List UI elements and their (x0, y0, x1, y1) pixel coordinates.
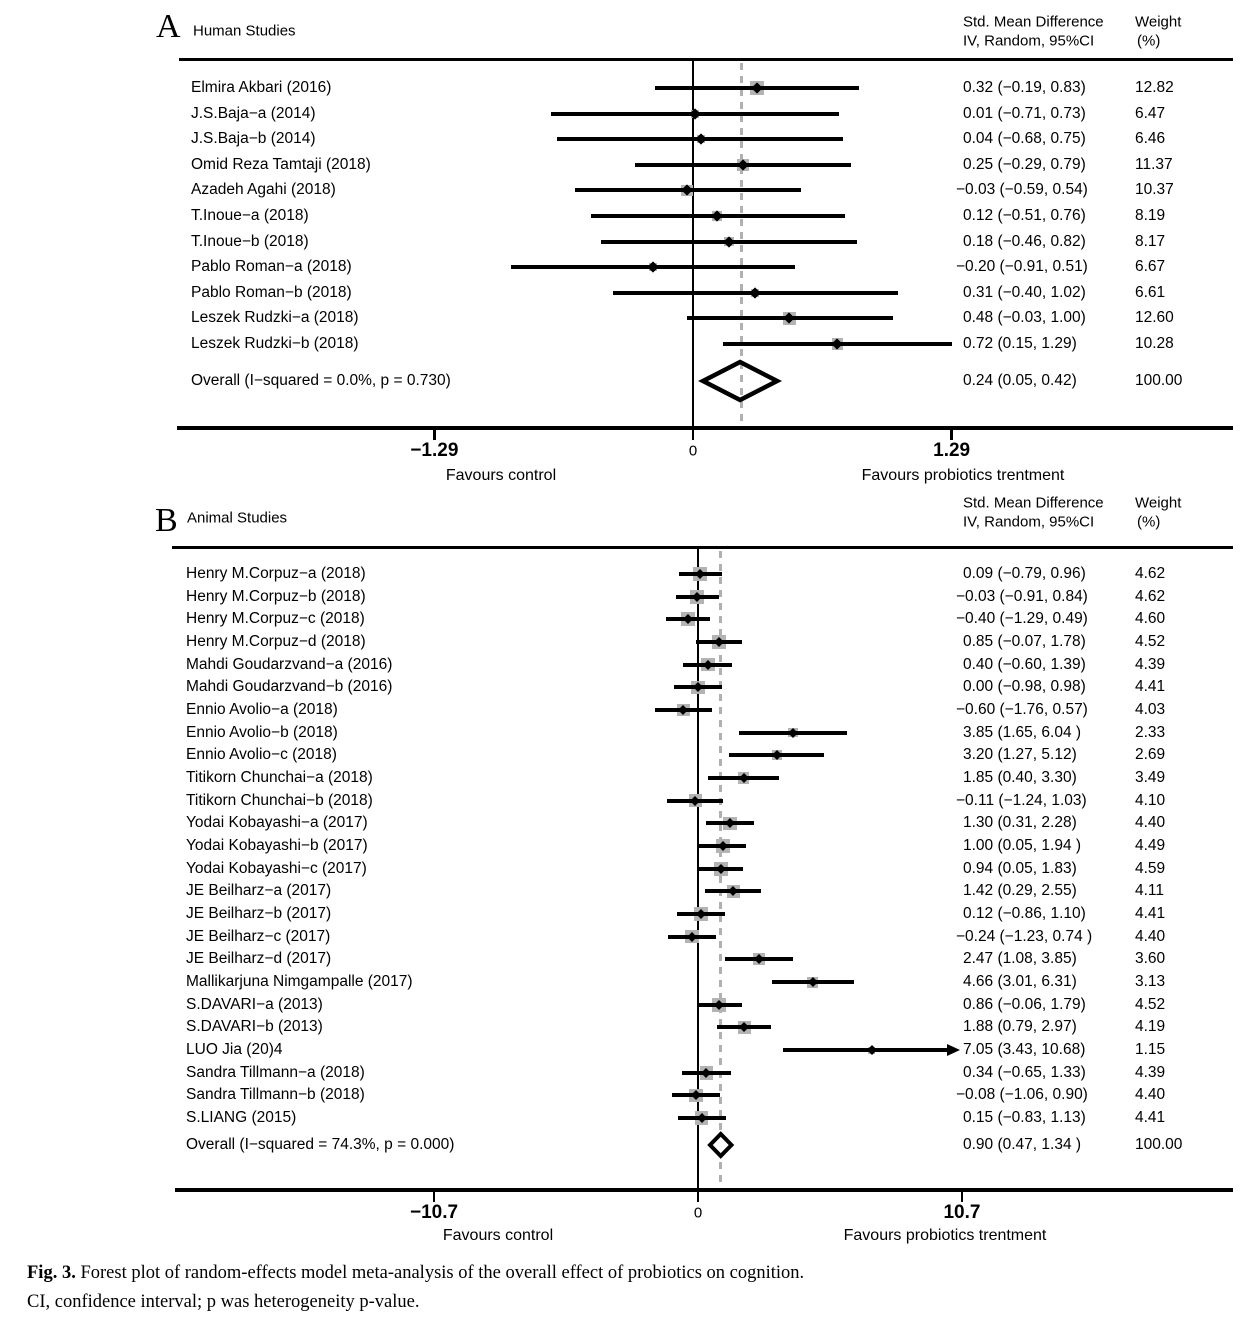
panel-label-B: B (155, 502, 178, 539)
overall-row-label: Overall (I−squared = 0.0%, p = 0.730) (191, 372, 451, 389)
effect-value: 0.09 (−0.79, 0.96) (963, 565, 1086, 582)
ci-clip-arrow-icon (947, 1044, 960, 1056)
study-row-label: S.DAVARI−a (2013) (186, 995, 323, 1013)
favours-left-label: Favours control (445, 467, 557, 484)
weight-value: 10.37 (1135, 181, 1174, 199)
effect-value: 0.25 (−0.29, 0.79) (963, 155, 1086, 173)
axis-tick (692, 428, 695, 440)
overall-diamond (698, 357, 782, 405)
study-row-label: JE Beilharz−c (2017) (186, 927, 331, 945)
overall-diamond (705, 1129, 736, 1161)
col-header-effect-line2: IV, Random, 95%CI (963, 513, 1095, 531)
study-row-label: LUO Jia (20)4 (186, 1041, 283, 1059)
effect-value: −0.20 (−0.91, 0.51) (956, 258, 1088, 276)
study-row-label: Yodai Kobayashi−b (2017) (186, 837, 368, 855)
weight-value: 4.10 (1135, 791, 1166, 809)
weight-value: 4.19 (1135, 1018, 1166, 1036)
weight-value: 4.52 (1135, 633, 1166, 650)
axis-tick (697, 1190, 700, 1202)
study-row-label: J.S.Baja−a (2014) (191, 104, 316, 122)
study-row-label: Yodai Kobayashi−a (2017) (186, 814, 368, 832)
weight-value: 12.82 (1135, 79, 1174, 96)
weight-value: 4.39 (1135, 1063, 1166, 1081)
study-row-label: J.S.Baja−b (2014) (191, 130, 316, 148)
study-row-label: Ennio Avolio−c (2018) (186, 746, 337, 764)
header-rule (179, 58, 1233, 61)
figure-caption-line2: CI, confidence interval; p was heterogeneity p-value. (27, 1292, 420, 1312)
weight-value: 6.47 (1135, 104, 1166, 122)
weight-value: 11.37 (1135, 155, 1173, 173)
effect-value: 0.40 (−0.60, 1.39) (963, 655, 1086, 673)
weight-value: 4.40 (1135, 927, 1166, 945)
axis-tick (961, 1190, 964, 1202)
weight-value: 10.28 (1135, 335, 1174, 352)
effect-value: 0.12 (−0.51, 0.76) (963, 207, 1086, 224)
weight-value: 4.62 (1135, 565, 1166, 582)
effect-value: 1.42 (0.29, 2.55) (963, 882, 1077, 900)
effect-value: −0.03 (−0.59, 0.54) (956, 181, 1088, 199)
weight-value: 4.40 (1135, 814, 1166, 832)
weight-value: 3.60 (1135, 950, 1166, 968)
study-row-label: Ennio Avolio−a (2018) (186, 701, 338, 719)
study-row-label: Titikorn Chunchai−b (2018) (186, 791, 373, 809)
effect-value: −0.40 (−1.29, 0.49) (956, 610, 1088, 628)
weight-value: 2.33 (1135, 723, 1166, 741)
axis-tick-label: 10.7 (943, 1202, 981, 1223)
effect-value: 1.88 (0.79, 2.97) (963, 1018, 1077, 1036)
study-row-label: Omid Reza Tamtaji (2018) (191, 155, 371, 173)
weight-value: 2.69 (1135, 746, 1166, 764)
panel-title: Human Studies (193, 22, 296, 40)
effect-value: 4.66 (3.01, 6.31) (963, 973, 1077, 991)
study-row-label: JE Beilharz−b (2017) (186, 905, 332, 923)
effect-value: 2.47 (1.08, 3.85) (963, 950, 1077, 968)
col-header-weight-line1: Weight (1135, 494, 1182, 512)
col-header-weight-line2: (%) (1137, 513, 1161, 531)
effect-value: 3.85 (1.65, 6.04 ) (963, 723, 1082, 741)
weight-value: 4.52 (1135, 995, 1166, 1013)
col-header-effect-line1: Std. Mean Difference (963, 13, 1104, 31)
effect-value: 0.48 (−0.03, 1.00) (963, 309, 1086, 327)
study-row-label: S.LIANG (2015) (186, 1109, 297, 1127)
effect-value: 0.18 (−0.46, 0.82) (963, 232, 1086, 250)
study-row-label: JE Beilharz−a (2017) (186, 882, 332, 900)
panel-title: Animal Studies (187, 509, 288, 527)
study-row-label: JE Beilharz−d (2017) (186, 950, 332, 968)
overall-weight-value: 100.00 (1135, 372, 1183, 389)
study-row-label: Yodai Kobayashi−c (2017) (186, 859, 367, 877)
overall-weight-value: 100.00 (1135, 1136, 1183, 1153)
axis-tick (950, 428, 953, 440)
col-header-weight-line2: (%) (1137, 32, 1161, 50)
axis-tick-label: 0 (693, 1204, 703, 1222)
effect-value: 1.00 (0.05, 1.94 ) (963, 837, 1082, 855)
weight-value: 4.60 (1135, 610, 1166, 628)
weight-value: 4.11 (1135, 882, 1165, 900)
study-row-label: S.DAVARI−b (2013) (186, 1018, 323, 1036)
effect-value: 0.04 (−0.68, 0.75) (963, 130, 1086, 148)
weight-value: 4.49 (1135, 837, 1166, 855)
overall-row-label: Overall (I−squared = 74.3%, p = 0.000) (186, 1136, 455, 1153)
header-rule (172, 546, 1233, 549)
overall-effect-value: 0.24 (0.05, 0.42) (963, 372, 1077, 389)
axis-tick-label: −10.7 (409, 1202, 459, 1223)
weight-value: 3.13 (1135, 973, 1166, 991)
effect-value: 0.32 (−0.19, 0.83) (963, 79, 1086, 96)
effect-value: 0.01 (−0.71, 0.73) (963, 104, 1086, 122)
effect-value: 0.72 (0.15, 1.29) (963, 335, 1077, 352)
weight-value: 4.40 (1135, 1086, 1166, 1104)
effect-value: 0.94 (0.05, 1.83) (963, 859, 1077, 877)
study-row-label: Titikorn Chunchai−a (2018) (186, 769, 373, 787)
study-row-label: Mahdi Goudarzvand−b (2016) (186, 678, 393, 696)
study-row-label: Mallikarjuna Nimgampalle (2017) (186, 973, 413, 991)
weight-value: 4.62 (1135, 587, 1166, 605)
study-row-label: Henry M.Corpuz−b (2018) (186, 587, 366, 605)
favours-left-label: Favours control (442, 1227, 554, 1244)
weight-value: 8.17 (1135, 232, 1166, 250)
study-row-label: T.Inoue−a (2018) (191, 207, 309, 224)
effect-value: 0.86 (−0.06, 1.79) (963, 995, 1086, 1013)
study-row-label: Mahdi Goudarzvand−a (2016) (186, 655, 393, 673)
panel-label-A: A (156, 8, 181, 45)
weight-value: 6.67 (1135, 258, 1166, 276)
study-row-label: Henry M.Corpuz−c (2018) (186, 610, 365, 628)
caption-text: Forest plot of random-effects model meta-analysis of the overall effect of probiotics on cognition. (75, 1263, 805, 1283)
study-row-label: T.Inoue−b (2018) (191, 232, 309, 250)
axis-tick (433, 1190, 436, 1202)
weight-value: 4.41 (1135, 1109, 1166, 1127)
axis-tick-label: 0 (688, 442, 698, 460)
overall-effect-value: 0.90 (0.47, 1.34 ) (963, 1136, 1082, 1153)
weight-value: 4.39 (1135, 655, 1166, 673)
weight-value: 4.59 (1135, 859, 1166, 877)
weight-value: 6.46 (1135, 130, 1166, 148)
weight-value: 4.03 (1135, 701, 1166, 719)
study-row-label: Pablo Roman−a (2018) (191, 258, 352, 276)
effect-value: 7.05 (3.43, 10.68) (963, 1041, 1086, 1059)
weight-value: 1.15 (1135, 1041, 1166, 1059)
study-row-label: Ennio Avolio−b (2018) (186, 723, 338, 741)
favours-right-label: Favours probiotics trentment (843, 1227, 1047, 1244)
effect-value: 3.20 (1.27, 5.12) (963, 746, 1077, 764)
study-row-label: Azadeh Agahi (2018) (191, 181, 336, 199)
study-row-label: Sandra Tillmann−b (2018) (186, 1086, 365, 1104)
study-row-label: Henry M.Corpuz−d (2018) (186, 633, 366, 650)
effect-value: 1.30 (0.31, 2.28) (963, 814, 1077, 832)
effect-value: −0.03 (−0.91, 0.84) (956, 587, 1088, 605)
weight-value: 4.41 (1135, 905, 1166, 923)
axis-line (175, 1188, 1233, 1192)
effect-value: −0.11 (−1.24, 1.03) (956, 791, 1087, 809)
axis-tick-label: 1.29 (933, 440, 971, 461)
study-row-label: Henry M.Corpuz−a (2018) (186, 565, 366, 582)
weight-value: 3.49 (1135, 769, 1166, 787)
study-row-label: Pablo Roman−b (2018) (191, 283, 352, 301)
study-row-label: Sandra Tillmann−a (2018) (186, 1063, 365, 1081)
axis-tick-label: −1.29 (410, 440, 459, 461)
col-header-effect-line1: Std. Mean Difference (963, 494, 1104, 512)
effect-value: 1.85 (0.40, 3.30) (963, 769, 1077, 787)
weight-value: 12.60 (1135, 309, 1174, 327)
effect-value: 0.85 (−0.07, 1.78) (963, 633, 1086, 650)
weight-value: 8.19 (1135, 207, 1166, 224)
col-header-effect-line2: IV, Random, 95%CI (963, 32, 1095, 50)
effect-value: 0.00 (−0.98, 0.98) (963, 678, 1086, 696)
effect-value: 0.12 (−0.86, 1.10) (963, 905, 1086, 923)
axis-tick (433, 428, 436, 440)
weight-value: 6.61 (1135, 283, 1166, 301)
effect-value: −0.60 (−1.76, 0.57) (956, 701, 1088, 719)
caption-fig-label: Fig. 3. (27, 1263, 76, 1283)
col-header-weight-line1: Weight (1135, 13, 1182, 31)
axis-line (177, 426, 1233, 430)
effect-value: 0.31 (−0.40, 1.02) (963, 283, 1086, 301)
effect-value: 0.34 (−0.65, 1.33) (963, 1063, 1086, 1081)
study-row-label: Leszek Rudzki−b (2018) (191, 335, 359, 352)
effect-value: −0.24 (−1.23, 0.74 ) (956, 927, 1093, 945)
weight-value: 4.41 (1135, 678, 1166, 696)
study-row-label: Leszek Rudzki−a (2018) (191, 309, 359, 327)
effect-value: −0.08 (−1.06, 0.90) (956, 1086, 1088, 1104)
ci-line (783, 1048, 948, 1052)
favours-right-label: Favours probiotics trentment (861, 467, 1065, 484)
study-row-label: Elmira Akbari (2016) (191, 79, 332, 96)
figure-caption-line1 (27, 1263, 804, 1284)
effect-value: 0.15 (−0.83, 1.13) (963, 1109, 1086, 1127)
